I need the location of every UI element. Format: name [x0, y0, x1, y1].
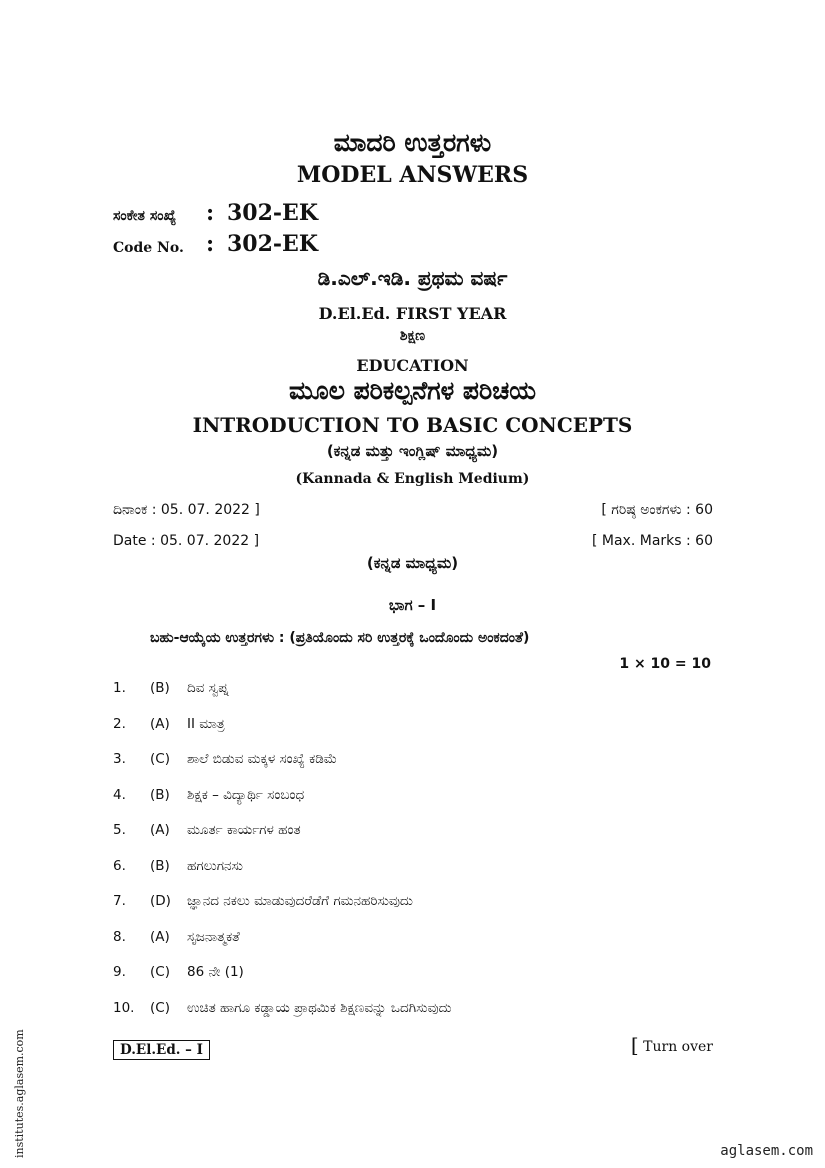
answer-number: 10. [113, 1000, 135, 1016]
answer-number: 1. [113, 680, 126, 696]
answer-text: ಶಿಕ್ಷಕ – ವಿದ್ಯಾರ್ಥಿ ಸಂಬಂಧ [187, 787, 305, 803]
answer-number: 6. [113, 858, 126, 874]
date-kannada: ದಿನಾಂಕ : 05. 07. 2022 ] [113, 502, 260, 518]
answer-number: 2. [113, 716, 126, 732]
code-colon-english: : [206, 231, 215, 257]
paper-title-kannada: ಮೂಲ ಪರಿಕಲ್ಪನೆಗಳ ಪರಿಚಯ [288, 376, 536, 405]
answer-option: (B) [150, 680, 170, 696]
answer-text: ಶಾಲೆ ಬಿಡುವ ಮಕ್ಕಳ ಸಂಖ್ಯೆ ಕಡಿಮೆ [187, 751, 338, 767]
turn-over [630, 1033, 713, 1057]
answer-text: ಸೃಜನಾತ್ಮಕತೆ [187, 929, 240, 945]
title-kannada: ಮಾದರಿ ಉತ್ತರಗಳು [333, 128, 492, 157]
subject-kannada: ಶಿಕ್ಷಣ [399, 328, 426, 344]
code-value-english: 302-EK [227, 231, 318, 257]
subject-english: EDUCATION [356, 356, 469, 375]
year-english: D.El.Ed. FIRST YEAR [318, 304, 507, 323]
answer-number: 5. [113, 822, 126, 838]
paper-code-box: D.El.Ed. – I [113, 1040, 210, 1060]
answer-option: (C) [150, 1000, 170, 1016]
max-marks-english: [ Max. Marks : 60 [591, 533, 713, 549]
year-kannada: ಡಿ.ಎಲ್.ಇಡಿ. ಪ್ರಥಮ ವರ್ಷ [317, 266, 508, 290]
answer-option: (A) [150, 929, 170, 945]
answer-text: ಮೂರ್ತ ಕಾರ್ಯಗಳ ಹಂತ [187, 822, 301, 838]
answer-number: 9. [113, 964, 126, 980]
side-watermark: institutes.aglasem.com [13, 1029, 26, 1158]
answer-text: II ಮಾತ್ರ [187, 716, 225, 732]
code-label-kannada: ಸಂಕೇತ ಸಂಖ್ಯೆ [113, 208, 177, 224]
medium-kannada: (ಕನ್ನಡ ಮತ್ತು ಇಂಗ್ಲಿಷ್ ಮಾಧ್ಯಮ) [326, 442, 499, 460]
answer-number: 8. [113, 929, 126, 945]
answer-text: ದಿವ ಸ್ವಪ್ನ [187, 680, 229, 696]
max-marks-kannada: [ ಗರಿಷ್ಠ ಅಂಕಗಳು : 60 [601, 502, 713, 518]
answer-option: (C) [150, 751, 170, 767]
answer-option: (B) [150, 858, 170, 874]
answer-text: 86 ನೇ (1) [187, 964, 244, 980]
section-instruction: ಬಹು-ಆಯ್ಕೆಯ ಉತ್ತರಗಳು : (ಪ್ರತಿಯೊಂದು ಸರಿ ಉತ್ತರಕ್ಕೆ ಒಂದೊಂದು ಅಂಕದಂತೆ) [150, 630, 530, 646]
section-marks: 1 × 10 = 10 [619, 656, 711, 672]
code-value-kannada: 302-EK [227, 200, 318, 226]
answer-number: 4. [113, 787, 126, 803]
answer-number: 7. [113, 893, 126, 909]
answer-number: 3. [113, 751, 126, 767]
date-english: Date : 05. 07. 2022 ] [113, 533, 260, 549]
answer-text: ಜ್ಞಾನದ ನಕಲು ಮಾಡುವುದರೆಡೆಗೆ ಗಮನಹರಿಸುವುದು [187, 893, 413, 909]
answer-option: (A) [150, 822, 170, 838]
paper-title-english: INTRODUCTION TO BASIC CONCEPTS [192, 413, 633, 437]
turn-over-bracket: [ [630, 1033, 639, 1057]
answer-text: ಉಚಿತ ಹಾಗೂ ಕಡ್ಡಾಯ ಪ್ರಾಥಮಿಕ ಶಿಕ್ಷಣವನ್ನು ಒದಗಿಸುವುದು [187, 1000, 452, 1016]
code-label-english: Code No. [113, 240, 184, 256]
turn-over-label: Turn over [643, 1039, 713, 1055]
section-title: ಭಾಗ – I [388, 596, 437, 614]
section-medium: (ಕನ್ನಡ ಮಾಧ್ಯಮ) [366, 554, 459, 572]
code-colon-kannada: : [206, 200, 215, 226]
medium-english: (Kannada & English Medium) [295, 471, 530, 487]
answer-option: (B) [150, 787, 170, 803]
answer-option: (C) [150, 964, 170, 980]
answer-option: (A) [150, 716, 170, 732]
answer-text: ಹಗಲುಗನಸು [187, 858, 243, 874]
title-english: MODEL ANSWERS [296, 162, 529, 188]
corner-watermark: aglasem.com [720, 1143, 813, 1159]
answer-option: (D) [150, 893, 171, 909]
